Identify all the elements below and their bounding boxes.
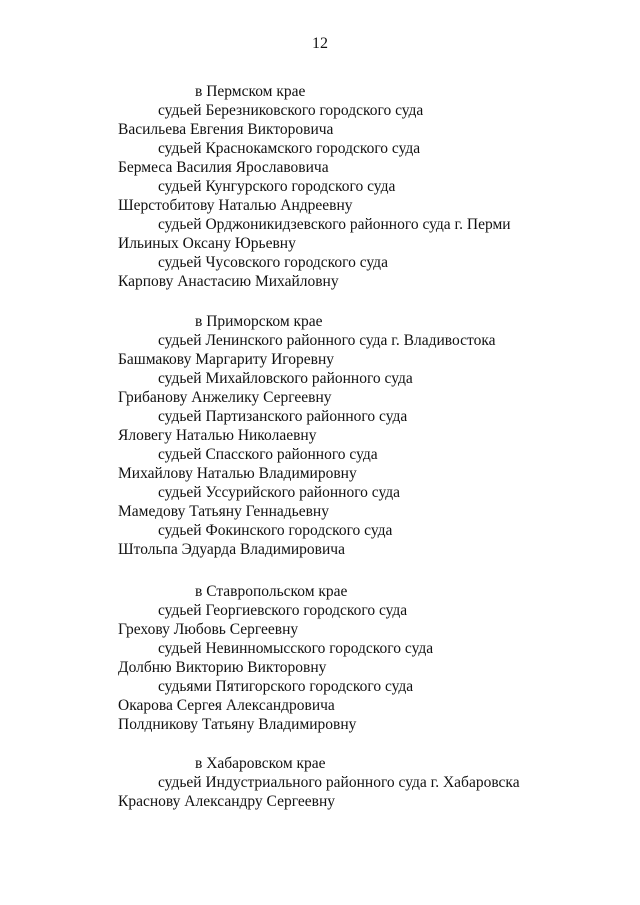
- person-name: Грехову Любовь Сергеевну: [118, 621, 299, 638]
- person-name: Окарова Сергея Александровича: [118, 697, 335, 714]
- court-line: судьей Михайловского районного суда: [158, 370, 413, 387]
- region-heading: в Хабаровском крае: [195, 755, 326, 772]
- region-heading: в Ставропольском крае: [195, 583, 348, 600]
- court-line: судьей Спасского районного суда: [158, 446, 378, 463]
- person-name: Грибанову Анжелику Сергеевну: [118, 389, 332, 406]
- person-name: Васильева Евгения Викторовича: [118, 121, 334, 138]
- person-name: Яловегу Наталью Николаевну: [118, 427, 317, 444]
- person-name: Долбню Викторию Викторовну: [118, 659, 327, 676]
- court-line: судьей Уссурийского районного суда: [158, 484, 401, 501]
- person-name: Краснову Александру Сергеевну: [118, 793, 335, 810]
- court-line: судьей Фокинского городского суда: [158, 522, 393, 539]
- court-line: судьей Невинномысского городского суда: [158, 640, 434, 657]
- person-name: Михайлову Наталью Владимировну: [118, 465, 357, 482]
- page-number: 12: [312, 35, 328, 52]
- person-name: Башмакову Маргариту Игоревну: [118, 351, 335, 368]
- person-name: Мамедову Татьяну Геннадьевну: [118, 503, 329, 520]
- person-name: Штольпа Эдуарда Владимировича: [118, 541, 345, 558]
- person-name: Полдникову Татьяну Владимировну: [118, 716, 357, 733]
- court-line: судьей Краснокамского городского суда: [158, 140, 421, 157]
- court-line: судьей Орджоникидзевского районного суда г. Перми: [158, 216, 511, 233]
- region-heading: в Пермском крае: [195, 83, 306, 100]
- person-name: Ильиных Оксану Юрьевну: [118, 235, 296, 252]
- court-line: судьей Березниковского городского суда: [158, 102, 424, 119]
- person-name: Бермеса Василия Ярославовича: [118, 159, 329, 176]
- court-line: судьей Ленинского районного суда г. Владивостока: [158, 332, 496, 349]
- court-line: судьей Партизанского районного суда: [158, 408, 408, 425]
- court-line: судьями Пятигорского городского суда: [158, 678, 414, 695]
- person-name: Карпову Анастасию Михайловну: [118, 273, 339, 290]
- court-line: судьей Индустриального районного суда г. Хабаровска: [158, 774, 520, 791]
- court-line: судьей Кунгурского городского суда: [158, 178, 396, 195]
- region-heading: в Приморском крае: [195, 313, 323, 330]
- person-name: Шерстобитову Наталью Андреевну: [118, 197, 353, 214]
- court-line: судьей Чусовского городского суда: [158, 254, 388, 271]
- court-line: судьей Георгиевского городского суда: [158, 602, 408, 619]
